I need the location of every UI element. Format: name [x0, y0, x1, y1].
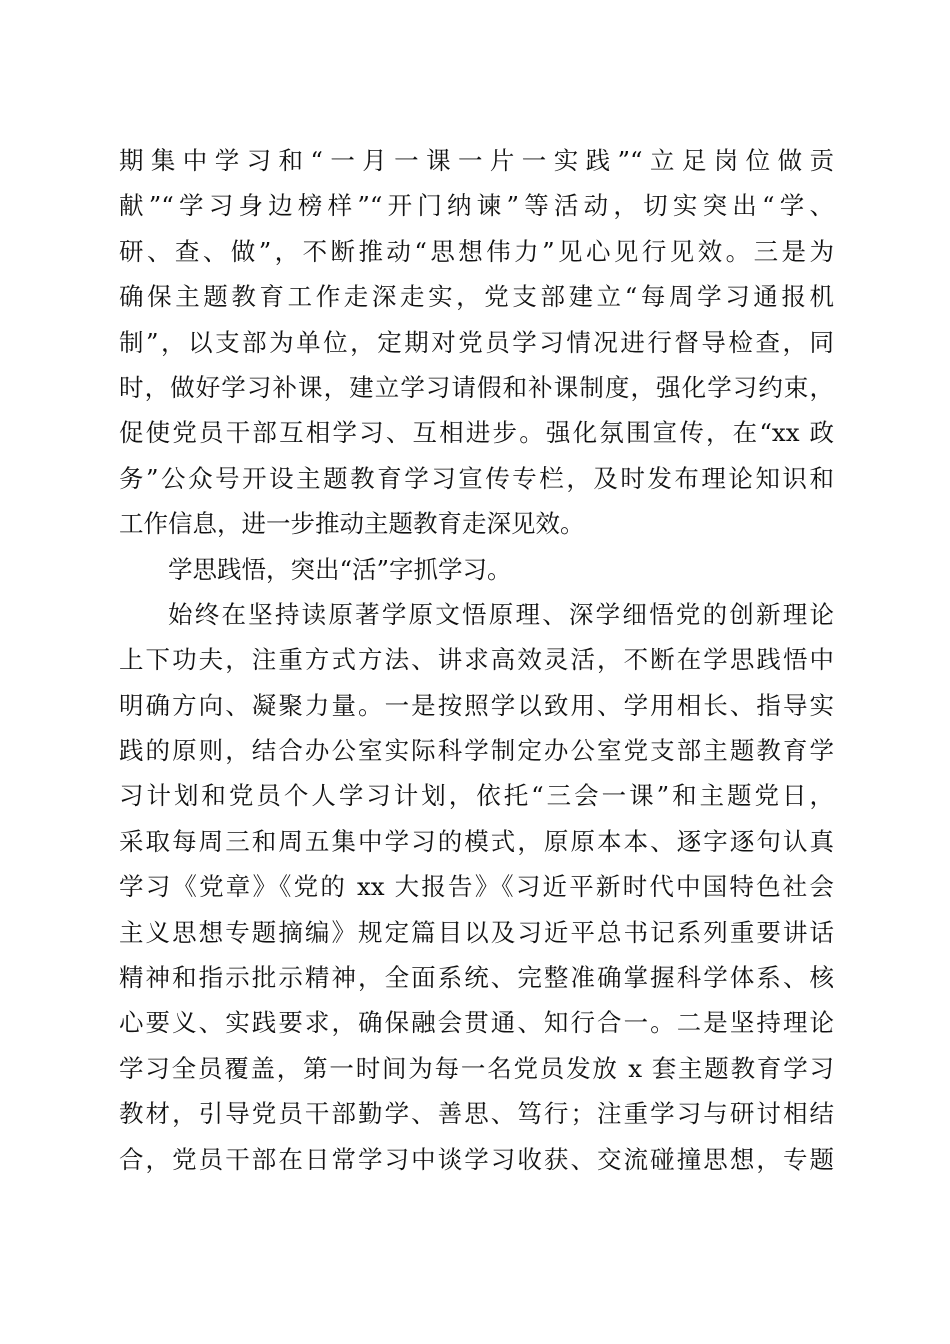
text-line: 务”公众号开设主题教育学习宣传专栏，及时发布理论知识和	[119, 463, 834, 493]
text-line: 精神和指示批示精神，全面系统、完整准确掌握科学体系、核	[119, 963, 834, 993]
text-line: 工作信息，进一步推动主题教育走深见效。	[119, 509, 585, 539]
text-line: 制”，以支部为单位，定期对党员学习情况进行督导检查，同	[119, 327, 834, 357]
text-line: 心要义、实践要求，确保融会贯通、知行合一。二是坚持理论	[119, 1008, 834, 1038]
body-text	[119, 138, 834, 1182]
text-line: 献”“学习身边榜样”“开门纳谏”等活动，切实突出“学、	[119, 191, 834, 221]
text-line: 研、查、做”，不断推动“思想伟力”见心见行见效。三是为	[119, 236, 834, 266]
text-line: 主义思想专题摘编》规定篇目以及习近平总书记系列重要讲话	[119, 917, 834, 947]
text-line: 上下功夫，注重方式方法、讲求高效灵活，不断在学思践悟中	[119, 645, 834, 675]
text-line: 学习《党章》《党的 xx 大报告》《习近平新时代中国特色社会	[119, 872, 834, 902]
text-line: 始终在坚持读原著学原文悟原理、深学细悟党的创新理论	[168, 599, 834, 629]
text-line: 明确方向、凝聚力量。一是按照学以致用、学用相长、指导实	[119, 690, 834, 720]
text-line: 合，党员干部在日常学习中谈学习收获、交流碰撞思想，专题	[119, 1144, 834, 1174]
text-line: 教材，引导党员干部勤学、善思、笃行；注重学习与研讨相结	[119, 1099, 834, 1129]
text-line: 习计划和党员个人学习计划，依托“三会一课”和主题党日，	[119, 781, 834, 811]
text-line: 践的原则，结合办公室实际科学制定办公室党支部主题教育学	[119, 736, 834, 766]
text-line: 学习全员覆盖，第一时间为每一名党员发放 x 套主题教育学习	[119, 1053, 834, 1083]
text-line: 促使党员干部互相学习、互相进步。强化氛围宣传，在“xx 政	[119, 418, 834, 448]
text-line: 采取每周三和周五集中学习的模式，原原本本、逐字逐句认真	[119, 826, 834, 856]
text-line: 期集中学习和“一月一课一片一实践”“立足岗位做贡	[119, 146, 834, 175]
text-line: 时，做好学习补课，建立学习请假和补课制度，强化学习约束，	[119, 372, 834, 402]
section-heading: 学思践悟，突出“活”字抓学习。	[168, 554, 512, 584]
text-line: 确保主题教育工作走深走实，党支部建立“每周学习通报机	[119, 282, 834, 312]
